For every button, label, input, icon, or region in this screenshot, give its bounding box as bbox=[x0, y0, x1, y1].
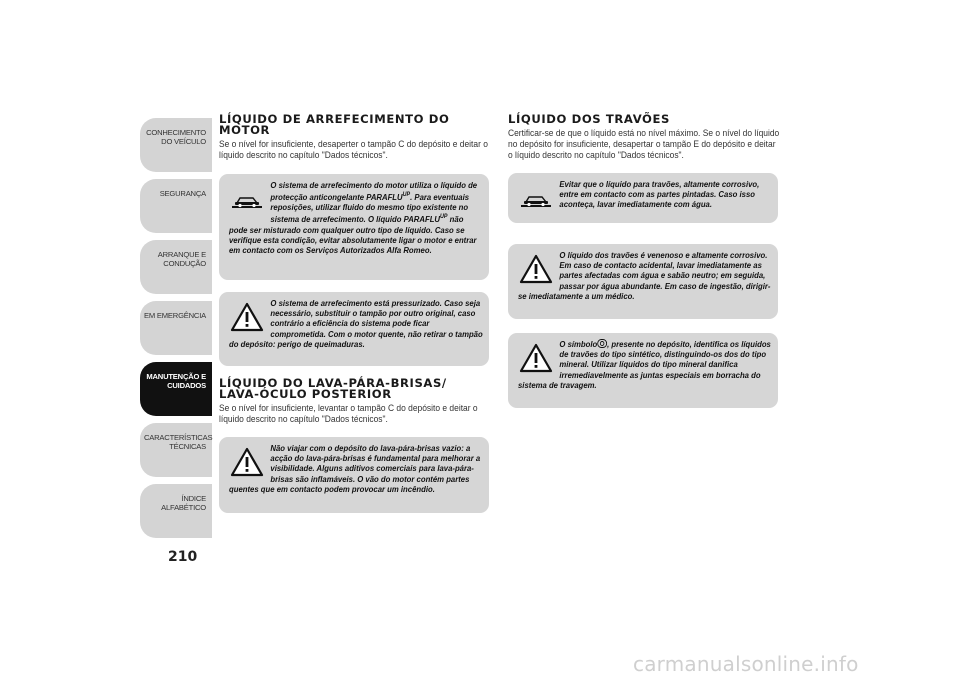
page-number: 210 bbox=[168, 549, 198, 565]
tab-vehicle-knowledge[interactable] bbox=[140, 118, 212, 172]
brake-note3-a: O símbolo bbox=[559, 339, 598, 349]
sup-up: UP bbox=[440, 214, 448, 221]
tab-label: SEGURANÇA bbox=[159, 189, 206, 198]
tab-label: CONHECIMENTO DO VEÍCULO bbox=[146, 128, 206, 146]
tab-label: ÍNDICE ALFABÉTICO bbox=[161, 494, 206, 512]
washer-note: Não viajar com o depósito do lava-pára-brisas vazio: a acção do lava-pára-brisas é fundamental para melhorar a visibilidade. Alguns aditivos comerciais para lava-pára-brisas são inflamáveis. O vão do motor contém partes quentes que em contacto podem provocar um incêndio. bbox=[229, 443, 481, 494]
coolant-note2: O sistema de arrefecimento está pressurizado. Caso seja necessário, substituir o tampão por outro original, caso contrário a eficiência do sistema pode ficar comprometida. Com o motor quente, não retirar o tampão do depósito: perigo de queimaduras. bbox=[229, 298, 483, 349]
right-column bbox=[508, 114, 778, 408]
brake-caution-note bbox=[508, 173, 778, 223]
section-title-coolant: LÍQUIDO DE ARREFECIMENTO DO MOTOR bbox=[219, 112, 450, 137]
coolant-note1-a: O sistema de arrefecimento do motor utiliza o líquido de protecção anticongelante PARAFLU bbox=[270, 180, 478, 203]
brake-warning-note bbox=[508, 244, 778, 319]
tab-starting-driving[interactable] bbox=[140, 240, 212, 294]
coolant-warning-note bbox=[219, 292, 489, 366]
brake-note3-b: , presente no depósito, identifica os líquidos de travões do tipo sintético, distinguindo-os dos do tipo mineral. Utilizar líquidos do tipo mineral danifica irremediavelmente as juntas especiais em borracha do sistema de travagem. bbox=[518, 339, 771, 390]
coolant-caution-note bbox=[219, 174, 489, 280]
watermark: carmanualsonline.info bbox=[633, 652, 859, 676]
section-title-washer: LÍQUIDO DO LAVA-PÁRA-BRISAS/ LAVA-ÓCULO POSTERIOR bbox=[219, 376, 447, 401]
chapter-index bbox=[140, 118, 212, 545]
coolant-note1-b: . Para eventuais reposições, utilizar fluido do mesmo tipo existente no sistema de arrefecimento. O líquido PARAFLU bbox=[270, 192, 470, 225]
tab-emergency[interactable] bbox=[140, 301, 212, 355]
tab-label: ARRANQUE E CONDUÇÃO bbox=[157, 250, 206, 268]
brake-symbol-note bbox=[508, 333, 778, 408]
tab-safety[interactable] bbox=[140, 179, 212, 233]
sup-up: UP bbox=[402, 192, 411, 199]
brake-note2: O líquido dos travões é venenoso e altamente corrosivo. Em caso de contacto acidental, lavar imediatamente as partes afectadas com água e sabão neutro; em seguida, passar por água abundante. Em caso de ingestão, dirigir-se imediatamente a um médico. bbox=[518, 250, 771, 301]
brake-note1: Evitar que o líquido para travões, altamente corrosivo, entre em contacto com as partes pintadas. Caso isso aconteça, lavar imediatamente com água. bbox=[559, 179, 760, 210]
left-column bbox=[219, 114, 489, 513]
tab-label: CARACTERÍSTICAS TÉCNICAS bbox=[144, 433, 213, 451]
coolant-note1-c: não pode ser misturado com qualquer outro tipo de líquido. Caso se verifique esta condição, evitar absolutamente ligar o motor e entrar em contacto com os Serviços Autorizados Alfa Romeo. bbox=[229, 214, 477, 255]
tab-label: EM EMERGÊNCIA bbox=[144, 311, 206, 320]
tab-technical-specs[interactable] bbox=[140, 423, 212, 477]
synthetic-fluid-symbol-icon bbox=[597, 339, 607, 348]
washer-body: Se o nível for insuficiente, levantar o tampão C do depósito e deitar o líquido descrito no capítulo "Dados técnicos". bbox=[219, 403, 478, 425]
tab-maintenance[interactable] bbox=[140, 362, 212, 416]
brake-body: Certificar-se de que o líquido está no nível máximo. Se o nível do líquido no depósito for insuficiente, desapertar o tampão E do depósito e deitar o líquido descrito no capítulo "Dados técnicos". bbox=[508, 128, 780, 161]
tab-alphabetical-index[interactable] bbox=[140, 484, 212, 538]
tab-label: MANUTENÇÃO E CUIDADOS bbox=[146, 372, 206, 390]
washer-warning-note bbox=[219, 437, 489, 513]
coolant-body: Se o nível for insuficiente, desaperter o tampão C do depósito e deitar o líquido descrito no capítulo "Dados técnicos". bbox=[219, 139, 488, 161]
section-title-brake: LÍQUIDO DOS TRAVÕES bbox=[508, 112, 670, 126]
